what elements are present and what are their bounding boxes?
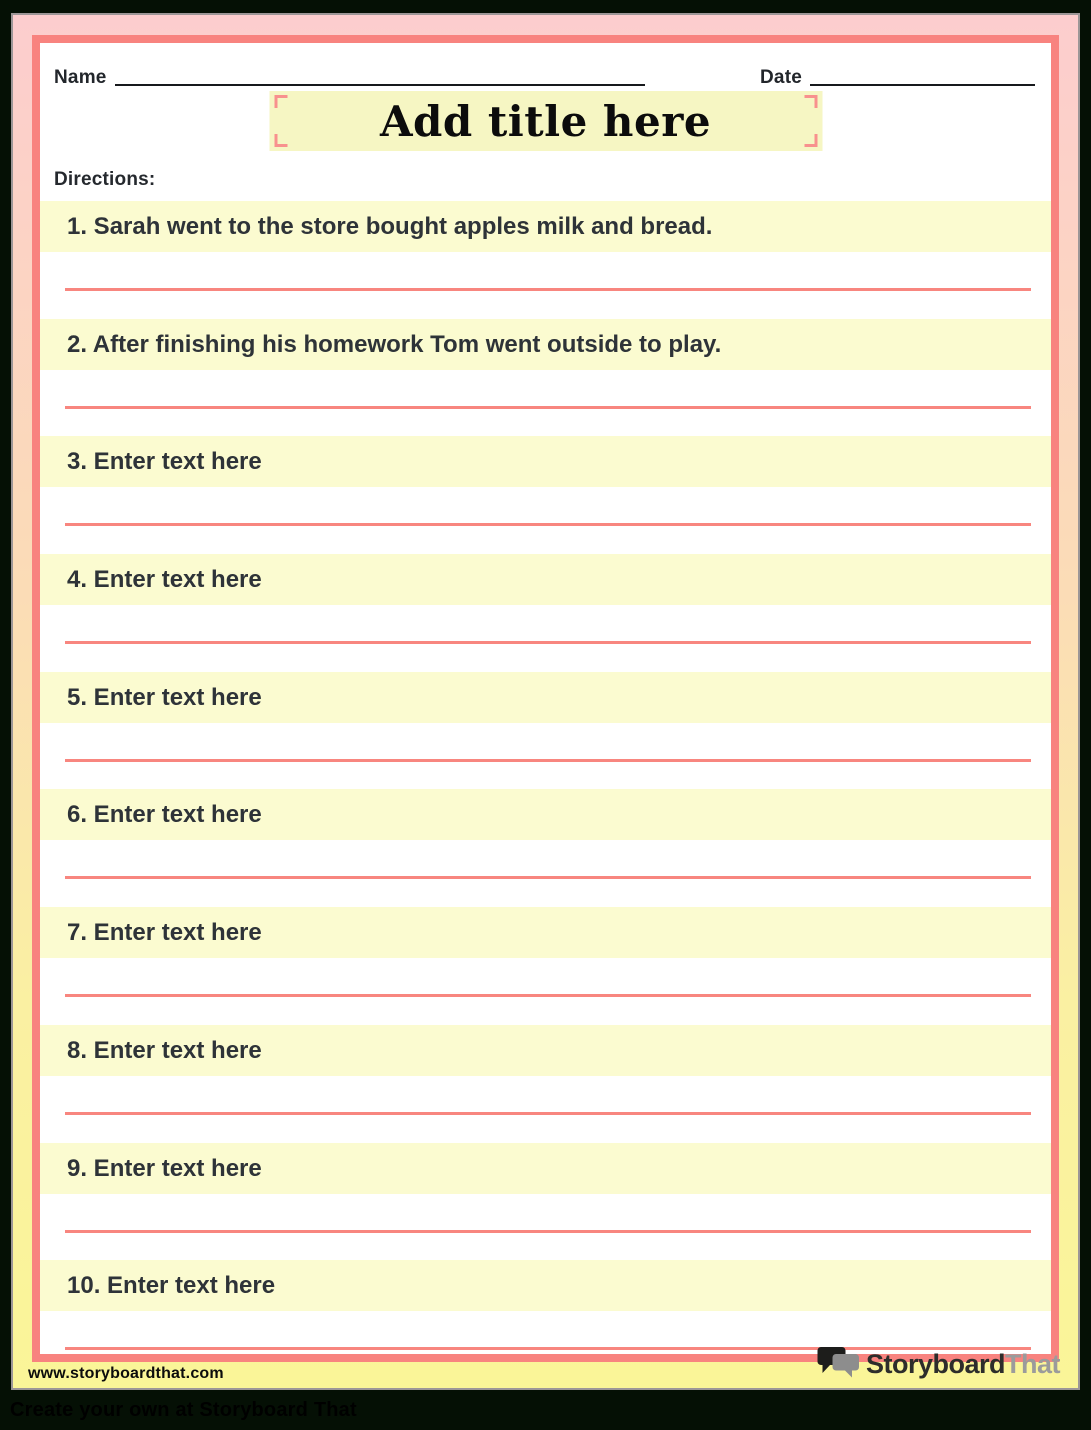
worksheet-item [40, 672, 1051, 790]
answer-line [65, 641, 1031, 644]
item-text[interactable]: 8. Enter text here [40, 1025, 1051, 1076]
answer-line [65, 994, 1031, 997]
worksheet-item [40, 789, 1051, 907]
logo-wordmark [866, 1349, 1060, 1380]
create-your-own-tagline: Create your own at Storyboard That [10, 1399, 357, 1421]
item-text[interactable]: 4. Enter text here [40, 554, 1051, 605]
website-url: www.storyboardthat.com [28, 1365, 224, 1382]
answer-line [65, 1230, 1031, 1233]
name-label: Name [54, 67, 107, 88]
logo-text-that: That [1005, 1348, 1060, 1379]
item-text[interactable]: 5. Enter text here [40, 672, 1051, 723]
title-box[interactable] [269, 91, 822, 151]
date-line [810, 84, 1035, 86]
worksheet-items [40, 201, 1051, 1378]
worksheet-item [40, 201, 1051, 319]
item-text[interactable]: 10. Enter text here [40, 1260, 1051, 1311]
date-label: Date [760, 67, 802, 88]
crop-mark-bottom-right-icon [804, 134, 817, 147]
item-text[interactable]: 7. Enter text here [40, 907, 1051, 958]
item-text[interactable]: 3. Enter text here [40, 436, 1051, 487]
storyboardthat-logo [817, 1346, 1060, 1382]
directions-label[interactable]: Directions: [54, 169, 156, 190]
worksheet-item [40, 1025, 1051, 1143]
worksheet-item [40, 436, 1051, 554]
speech-bubbles-icon [817, 1346, 861, 1382]
item-text[interactable]: 2. After finishing his homework Tom went outside to play. [40, 319, 1051, 370]
item-text[interactable]: 9. Enter text here [40, 1143, 1051, 1194]
answer-line [65, 523, 1031, 526]
page-title[interactable]: Add title here [379, 96, 712, 146]
answer-line [65, 288, 1031, 291]
worksheet-item [40, 907, 1051, 1025]
worksheet-sheet [32, 35, 1059, 1362]
crop-mark-top-left-icon [274, 95, 287, 108]
answer-line [65, 759, 1031, 762]
worksheet-item [40, 554, 1051, 672]
worksheet-item [40, 1143, 1051, 1261]
answer-line [65, 876, 1031, 879]
answer-line [65, 1112, 1031, 1115]
item-text[interactable]: 6. Enter text here [40, 789, 1051, 840]
worksheet-item [40, 319, 1051, 437]
item-text[interactable]: 1. Sarah went to the store bought apples milk and bread. [40, 201, 1051, 252]
logo-text-storyboard: Storyboard [865, 1348, 1005, 1379]
answer-line [65, 406, 1031, 409]
worksheet-frame [11, 13, 1080, 1390]
name-line [115, 84, 645, 86]
crop-mark-bottom-left-icon [274, 134, 287, 147]
name-date-row [54, 67, 1035, 89]
crop-mark-top-right-icon [804, 95, 817, 108]
